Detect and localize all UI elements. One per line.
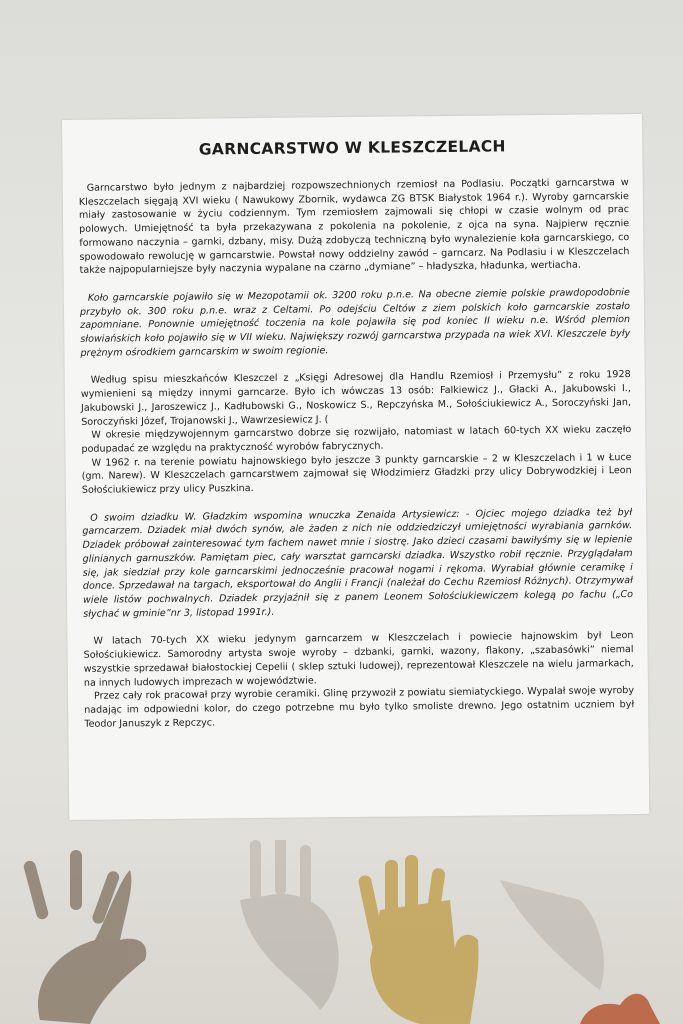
paragraph-history: Garncarstwo było jednym z najbardziej rozpowszechnionych rzemiosł na Podlasiu. Początki garncarstwa w Kleszczelach sięgają XVI wieku ( Nawukowy Zbornik, wydawca ZG BTSK Białystok 1964 r.). Wyroby garncarskie miały zastosowanie w życiu codziennym. Tym rzemiosłem zajmowali się chłopi w czasie wolnym od prac polowych. Umiejętność ta była przekazywana z pokolenia na pokolenie, z ojca na syna. Najpierw ręcznie formowano naczynia – garnki, dzbany, misy. Dużą zdobyczą techniczną było wynalezienie koła garncarskiego, co spowodowało rewolucję w garncarstwie. Powstał nowy oddzielny zawód – garncarz. Na Podlasiu i w Kleszczelach także najpopularniejsze były naczynia wypalane na czarno „dymiane” – hładyszka, hładunka, wertiacha. [78, 177, 630, 277]
handprint-gold [357, 855, 478, 1024]
poster-body [79, 176, 635, 745]
handprints [0, 840, 683, 1024]
paragraph-census [81, 368, 632, 497]
handprint-right-faded [500, 880, 604, 990]
last-potter-work: Przez cały rok pracował przy wyrobie ceramiki. Glinę przywoził z powiatu siemiatyckiego. Wypalał swoje wyroby nadając im odpowiedni kolor, do czego potrzebne mu było tylko smoliste drewno. Jego ostatnim uczniem był Teodor Januszyk z Repczyc. [84, 685, 635, 730]
census-list: Według spisu mieszkańców Kleszczel z „Księgi Adresowej dla Handlu Rzemiosł i Przemysłu” z roku 1928 wymienieni są między innymi garncarze. Było ich wówczas 13 osób: Falkiewicz J., Głacki A., Jakubowski I., Jakubowski J., Jaroszewicz J., Kadłubowski G., Noskowicz S., Repczyńska M., Sołościukiewicz A., Soroczyński Jan, Soroczyński Józef, Trojanowski J., Wawrzesiewicz J. ( [80, 369, 632, 428]
paragraph-potters-wheel: Koło garncarskie pojawiło się w Mezopotamii ok. 3200 roku p.n.e. Na obecne ziemie polskie prawdopodobnie przybyło ok. 300 roku p.n.e. wraz z Celtami. Po odejściu Celtów z ziem polskich koło garncarskie zostało zapomniane. Ponownie umiejętność toczenia na kole pojawiła się pod koniec II wieku n.e. Wśród plemion słowiańskich koło pojawiło się w VII wieku. Największy rozwój garncarstwa przypada na wiek XVI. Kleszczele były prężnym ośrodkiem garncarskim w swoim regionie. [79, 286, 631, 359]
interwar-period: W okresie międzywojennym garncarstwo dobrze się rozwijało, natomiast w latach 60-tych XX wieku zaczęło podupadać ze względu na praktyczność wyrobów fabrycznych. [81, 424, 632, 455]
workshops-1962: W 1962 r. na terenie powiatu hajnowskiego było jeszcze 3 punkty garncarskie – 2 w Kleszczelach i 1 w Łuce (gm. Narew). W Kleszczelach garncarstwem zajmował się Włodzimierz Gładzki przy ulicy Dobrywodzkiej i Leon Sołościukiewicz przy ulicy Puszkina. [81, 451, 632, 496]
last-potter-intro: W latach 70-tych XX wieku jedynym garncarzem w Kleszczelach i powiecie hajnowskim był Leon Sołościukiewicz. Samorodny artysta swoje wyroby – dzbanki, garnki, wazony, flakony, „szabasówki” niemal wszystkie sprzedawał białostockiej Cepelii ( sklep sztuki ludowej), reprezentował Kleszczele na wielu jarmarkach, na innych ludowych imprezach w województwie. [83, 630, 634, 689]
handprint-center-faded [240, 840, 339, 1010]
paragraph-last-potter [83, 629, 634, 731]
handprint-red [580, 994, 660, 1024]
info-poster [62, 114, 649, 820]
paragraph-memoir: O swoim dziadku W. Gładzkim wspomina wnuczka Zenaida Artysiewicz: - Ojciec mojego dziadka też był garncarzem. Dziadek miał dwóch synów, ale żaden z nich nie oddziedziczył umiejętności wyrabiania garnków. Dziadek próbował zainteresować tym fachem nawet mnie i siostrę. Jako dzieci czasami bawiłyśmy się w lepienie glinianych garnuszków. Pamiętam piec, cały warsztat garncarski dziadka. Wszystko robił ręcznie. Przyglądałam się, jak siedział przy kole garncarskimi jednocześnie pracował nogami i rękoma. Wyrabiał głównie ceramikę i donce. Sprzedawał na targach, eksportował do Anglii i Francji (należał do Cechu Rzemiosł Różnych). Otrzymywał wiele listów pochwalnych. Dziadek przyjaźnił się z panem Leonem Sołościukiewiczem kolegą po fachu („Co słychać w gminie”nr 3, listopad 1991r.). [82, 506, 634, 620]
handprint-left [22, 850, 146, 1024]
poster-title: GARNCARSTWO W KLESZCZELACH [198, 137, 506, 159]
